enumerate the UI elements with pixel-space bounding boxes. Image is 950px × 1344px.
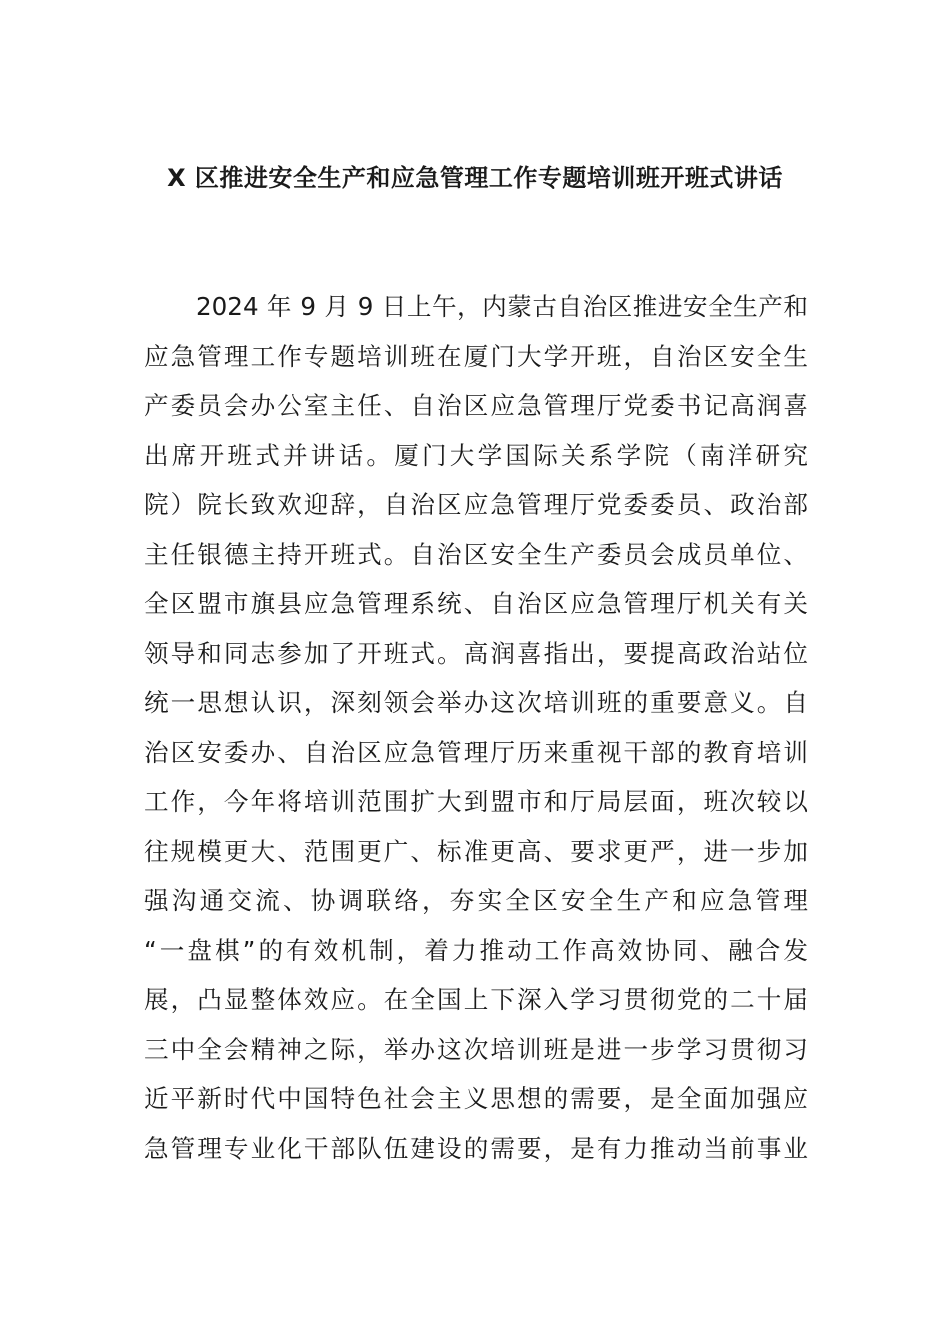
paragraph-line: 2024 年 9 月 9 日上午，内蒙古自治区推进安全生产和 bbox=[196, 292, 808, 321]
paragraph-line: 院）院长致欢迎辞，自治区应急管理厅党委委员、政治部 bbox=[144, 490, 808, 519]
paragraph-line: “一盘棋”的有效机制，着力推动工作高效协同、融合发 bbox=[144, 935, 808, 965]
paragraph-line: 强沟通交流、协调联络，夯实全区安全生产和应急管理 bbox=[144, 886, 808, 915]
paragraph-line: 展，凸显整体效应。在全国上下深入学习贯彻党的二十届 bbox=[144, 985, 808, 1014]
paragraph-line: 主任银德主持开班式。自治区安全生产委员会成员单位、 bbox=[144, 539, 808, 569]
paragraph-line: 全区盟市旗县应急管理系统、自治区应急管理厅机关有关 bbox=[144, 589, 808, 618]
paragraph-line: 工作，今年将培训范围扩大到盟市和厅局层面，班次较以 bbox=[144, 787, 808, 816]
document-title: X 区推进安全生产和应急管理工作专题培训班开班式讲话 bbox=[167, 164, 783, 192]
paragraph-line: 近平新时代中国特色社会主义思想的需要，是全面加强应 bbox=[144, 1084, 808, 1113]
paragraph-line: 产委员会办公室主任、自治区应急管理厅党委书记高润喜 bbox=[144, 391, 808, 420]
paragraph-line: 急管理专业化干部队伍建设的需要，是有力推动当前事业 bbox=[144, 1133, 808, 1163]
paragraph-line: 出席开班式并讲话。厦门大学国际关系学院（南洋研究 bbox=[144, 440, 808, 470]
paragraph-line: 领导和同志参加了开班式。高润喜指出，要提高政治站位 bbox=[144, 638, 808, 668]
paragraph-line: 三中全会精神之际，举办这次培训班是进一步学习贯彻习 bbox=[144, 1034, 808, 1064]
paragraph-line: 应急管理工作专题培训班在厦门大学开班，自治区安全生 bbox=[144, 341, 808, 371]
document-body-paragraph bbox=[144, 282, 808, 1173]
paragraph-line: 统一思想认识，深刻领会举办这次培训班的重要意义。自 bbox=[144, 688, 808, 717]
paragraph-line: 往规模更大、范围更广、标准更高、要求更严，进一步加 bbox=[144, 836, 808, 866]
paragraph-line: 治区安委办、自治区应急管理厅历来重视干部的教育培训 bbox=[144, 737, 808, 767]
